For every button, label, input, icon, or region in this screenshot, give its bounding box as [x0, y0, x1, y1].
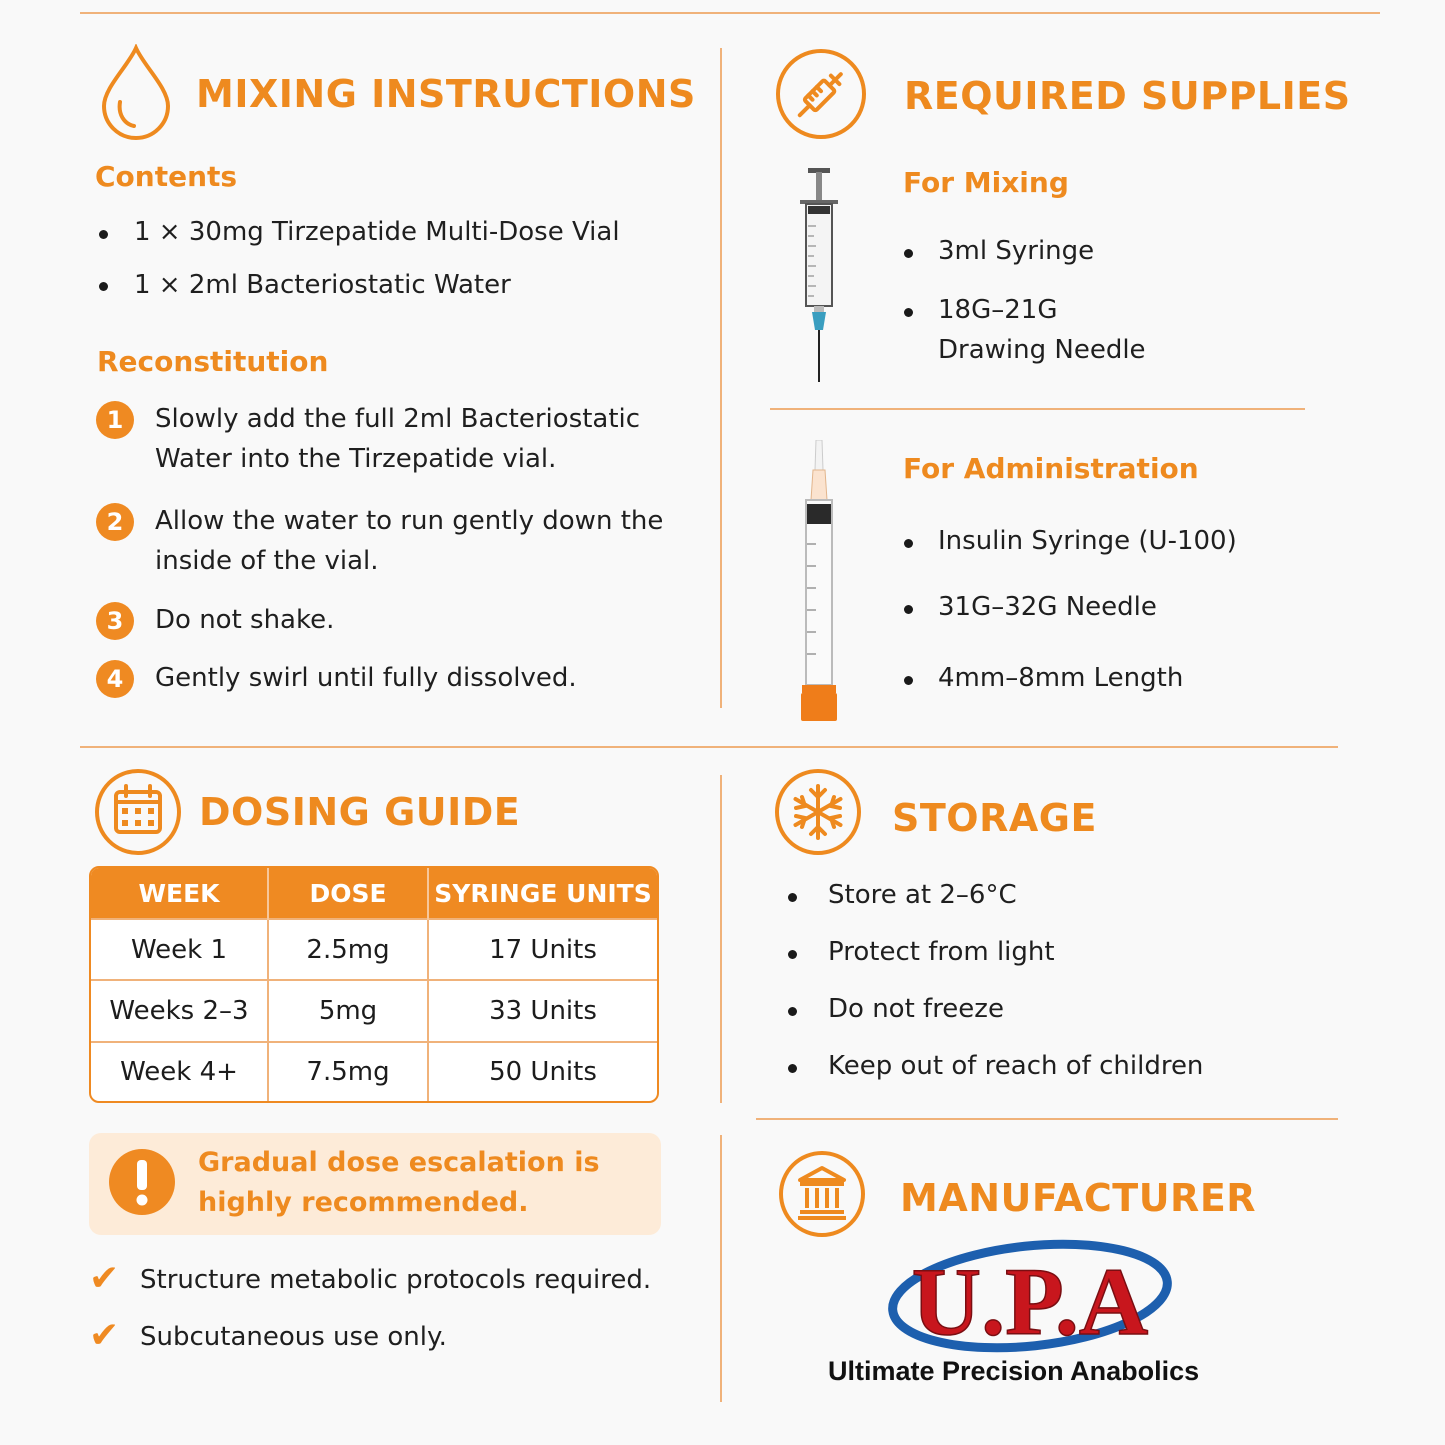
table-row — [91, 980, 657, 1041]
bullet — [788, 1007, 797, 1016]
upa-logo — [880, 1238, 1180, 1358]
check-icon: ✔ — [89, 1315, 120, 1356]
supply-item: 31G–32G Needle — [938, 592, 1157, 622]
top-center-divider — [720, 48, 722, 708]
bullet — [904, 308, 913, 317]
step-text: Slowly add the full 2ml Bacteriostatic — [155, 404, 641, 434]
contents-item: 1 × 2ml Bacteriostatic Water — [134, 270, 511, 300]
supply-item: 4mm–8mm Length — [938, 663, 1184, 693]
storage-item: Keep out of reach of children — [828, 1051, 1204, 1081]
check-icon: ✔ — [89, 1258, 120, 1299]
step-number-1: 1 — [96, 401, 134, 439]
bullet — [99, 282, 108, 291]
bullet — [788, 1064, 797, 1073]
contents-heading: Contents — [95, 160, 238, 193]
note-text: Structure metabolic protocols required. — [140, 1265, 652, 1295]
column-header-syringe-units: SYRINGE UNITS — [428, 868, 657, 919]
snowflake-icon — [774, 768, 862, 856]
supply-item: 18G–21G — [938, 295, 1058, 325]
middle-divider — [80, 746, 1338, 748]
step-text: Allow the water to run gently down the — [155, 506, 664, 536]
note-text: Subcutaneous use only. — [140, 1322, 447, 1352]
supply-item: 3ml Syringe — [938, 236, 1095, 266]
supply-item: Insulin Syringe (U-100) — [938, 526, 1237, 556]
mixing-title: MIXING INSTRUCTIONS — [196, 72, 696, 116]
mixing-syringe-illustration — [796, 166, 842, 386]
water-drop-icon — [98, 44, 174, 140]
table-row — [91, 919, 657, 980]
bank-icon — [778, 1150, 866, 1238]
bullet — [904, 676, 913, 685]
units-cell: 50 Units — [428, 1042, 657, 1101]
bullet — [99, 230, 108, 239]
storage-item: Store at 2–6°C — [828, 880, 1017, 910]
contents-item: 1 × 30mg Tirzepatide Multi-Dose Vial — [134, 217, 620, 247]
column-header-dose: DOSE — [268, 868, 428, 919]
week-cell: Weeks 2–3 — [91, 980, 268, 1041]
storage-item: Protect from light — [828, 937, 1055, 967]
units-cell: 33 Units — [428, 980, 657, 1041]
step-text: Gently swirl until fully dissolved. — [155, 663, 577, 693]
bullet — [904, 249, 913, 258]
step-text: inside of the vial. — [155, 546, 379, 576]
week-cell: Week 1 — [91, 919, 268, 980]
supply-item: Drawing Needle — [938, 335, 1146, 365]
insulin-syringe-illustration — [796, 440, 842, 725]
supplies-divider — [770, 408, 1305, 410]
bullet — [788, 893, 797, 902]
bottom-center-divider-1 — [720, 775, 722, 1103]
dose-cell: 2.5mg — [268, 919, 428, 980]
dose-cell: 7.5mg — [268, 1042, 428, 1101]
top-divider — [80, 12, 1380, 14]
for-administration-heading: For Administration — [903, 452, 1199, 485]
bottom-center-divider-2 — [720, 1135, 722, 1402]
units-cell: 17 Units — [428, 919, 657, 980]
bullet — [904, 605, 913, 614]
step-text: Water into the Tirzepatide vial. — [155, 444, 557, 474]
step-number-3: 3 — [96, 602, 134, 640]
bullet — [788, 950, 797, 959]
syringe-icon — [775, 48, 867, 140]
step-number-4: 4 — [96, 660, 134, 698]
dosing-table — [89, 866, 659, 1103]
for-mixing-heading: For Mixing — [903, 166, 1069, 199]
dosing-title: DOSING GUIDE — [199, 790, 521, 834]
warning-box — [89, 1133, 661, 1235]
calendar-icon — [94, 768, 182, 856]
column-header-week: WEEK — [91, 868, 268, 919]
warning-text: Gradual dose escalation is — [198, 1147, 600, 1178]
storage-title: STORAGE — [892, 796, 1097, 840]
bullet — [904, 539, 913, 548]
table-row — [91, 1042, 657, 1101]
logo-text: U.P.A — [911, 1248, 1149, 1355]
manufacturer-title: MANUFACTURER — [900, 1176, 1257, 1220]
step-text: Do not shake. — [155, 605, 335, 635]
warning-text: highly recommended. — [198, 1187, 529, 1218]
reconstitution-heading: Reconstitution — [97, 345, 329, 378]
storage-divider — [756, 1118, 1338, 1120]
storage-item: Do not freeze — [828, 994, 1004, 1024]
warning-icon — [108, 1148, 176, 1216]
table-header-row — [91, 868, 657, 919]
supplies-title: REQUIRED SUPPLIES — [904, 74, 1351, 118]
manufacturer-name: Ultimate Precision Anabolics — [828, 1356, 1200, 1386]
dose-cell: 5mg — [268, 980, 428, 1041]
step-number-2: 2 — [96, 503, 134, 541]
week-cell: Week 4+ — [91, 1042, 268, 1101]
